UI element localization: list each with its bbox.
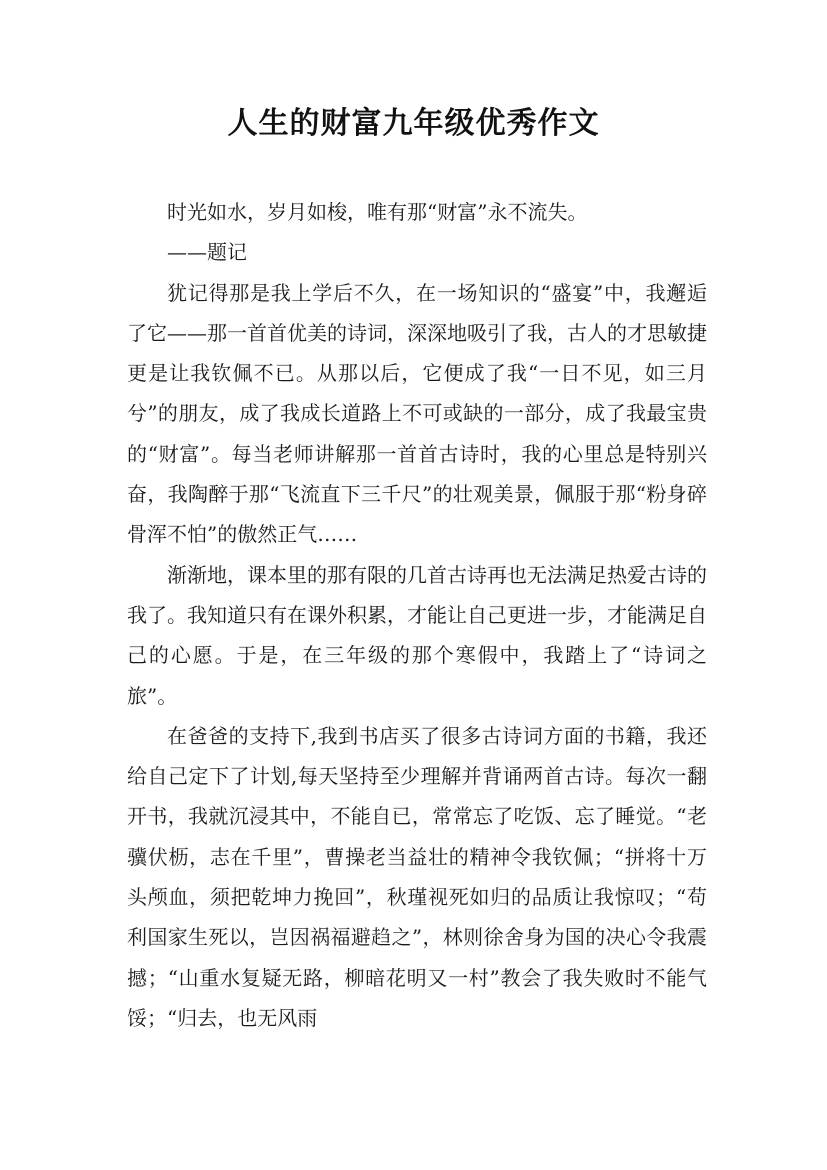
epigraph-source: ——题记 (167, 240, 247, 265)
document-title: 人生的财富九年级优秀作文 (227, 106, 600, 141)
paragraph-3: 在爸爸的支持下,我到书店买了很多古诗词方面的书籍，我还给自己定下了计划,每天坚持至少理解并背诵两首古诗。每次一翻开书，我就沉浸其中，不能自已，常常忘了吃饭、忘了睡觉。“老骥伏枥，志在千里”，曹操老当益壮的精神令我钦佩；“拼将十万头颅血，须把乾坤力挽回”，秋瑾视死如归的品质让我惊叹；“苟利国家生死以，岂因祸福避趋之”，林则徐舍身为国的决心令我震撼；“山重水复疑无路，柳暗花明又一村”教会了我失败时不能气馁；“归去，也无风雨 (127, 723, 707, 1030)
document-body (127, 192, 707, 1038)
epigraph: 时光如水，岁月如梭，唯有那“财富”永不流失。 (167, 200, 588, 224)
paragraph-1: 犹记得那是我上学后不久，在一场知识的“盛宴”中，我邂逅了它——那一首首优美的诗词，深深地吸引了我，古人的才思敏捷更是让我钦佩不已。从那以后，它便成了我“一日不见，如三月兮”的朋友，成了我成长道路上不可或缺的一部分，成了我最宝贵的“财富”。每当老师讲解那一首首古诗时，我的心里总是特别兴奋，我陶醉于那“飞流直下三千尺”的壮观美景，佩服于那“粉身碎骨浑不怕”的傲然正气…… (127, 280, 707, 547)
paragraph-2: 渐渐地，课本里的那有限的几首古诗再也无法满足热爱古诗的我了。我知道只有在课外积累，才能让自己更进一步，才能满足自己的心愿。于是，在三年级的那个寒假中，我踏上了“诗词之旅”。 (127, 562, 707, 708)
